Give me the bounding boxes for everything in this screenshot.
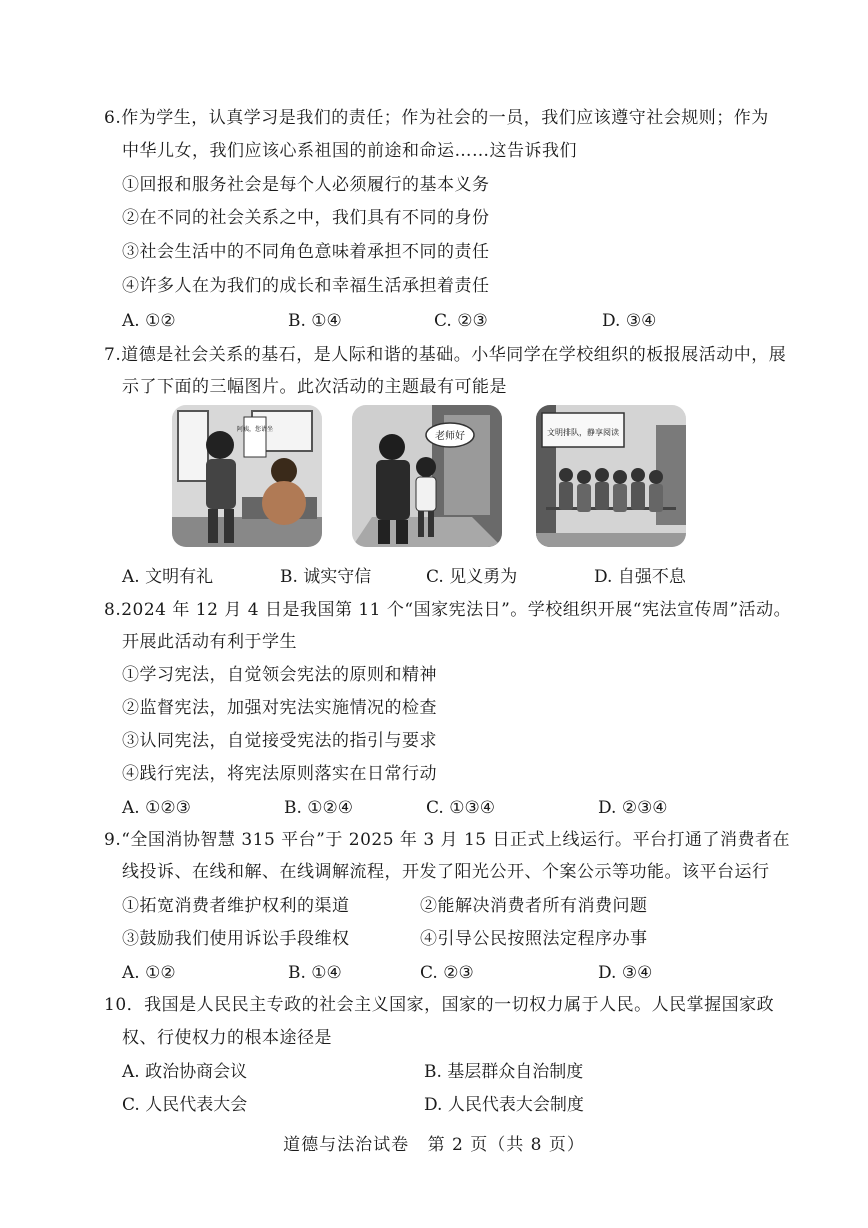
q10-option-b: B. 基层群众自治制度 (424, 1062, 584, 1082)
q6-item-3: ③社会生活中的不同角色意味着承担不同的责任 (122, 242, 490, 262)
q6-item-1: ①回报和服务社会是每个人必须履行的基本义务 (122, 175, 490, 195)
q6-item-4: ④许多人在为我们的成长和幸福生活承担着责任 (122, 276, 490, 296)
q8-option-c: C. ①③④ (426, 798, 495, 818)
q9-item-2: ②能解决消费者所有消费问题 (420, 896, 648, 916)
q10-option-c: C. 人民代表大会 (122, 1095, 248, 1115)
q10-options-row1 (122, 1062, 742, 1082)
q6-item-2: ②在不同的社会关系之中，我们具有不同的身份 (122, 208, 490, 228)
q8-stem-line1: 8.2024 年 12 月 4 日是我国第 11 个“国家宪法日”。学校组织开展“宪法宣传周”活动。 (104, 600, 792, 620)
q6-option-a: A. ①② (122, 311, 176, 331)
q7-picture-greet-teacher (352, 405, 502, 547)
q9-item-1: ①拓宽消费者维护权利的渠道 (122, 896, 350, 916)
q9-options (122, 963, 742, 983)
q7-picture3-sign-text: 文明排队，静享阅读 (547, 428, 619, 437)
q7-picture-bus-seat (172, 405, 322, 547)
q9-item-4: ④引导公民按照法定程序办事 (420, 929, 648, 949)
q7-option-c: C. 见义勇为 (426, 567, 518, 587)
q7-options (122, 567, 742, 587)
q8-option-d: D. ②③④ (598, 798, 668, 818)
footer-page-number: 第 2 页（共 8 页） (427, 1135, 585, 1155)
q6-option-b: B. ①④ (288, 311, 342, 331)
q10-option-d: D. 人民代表大会制度 (424, 1095, 584, 1115)
q7-picture-library-queue (536, 405, 686, 547)
q8-item-4: ④践行宪法，将宪法原则落实在日常行动 (122, 764, 437, 784)
q7-stem-line1: 7.道德是社会关系的基石，是人际和谐的基础。小华同学在学校组织的板报展活动中，展 (104, 345, 787, 365)
q8-item-1: ①学习宪法，自觉领会宪法的原则和精神 (122, 665, 437, 685)
q6-options (122, 311, 742, 331)
q7-option-b: B. 诚实守信 (280, 567, 372, 587)
q6-stem-line1: 6.作为学生，认真学习是我们的责任；作为社会的一员，我们应该遵守社会规则；作为 (104, 108, 769, 128)
q7-option-a: A. 文明有礼 (122, 567, 214, 587)
q8-option-a: A. ①②③ (122, 798, 191, 818)
q8-item-3: ③认同宪法，自觉接受宪法的指引与要求 (122, 731, 437, 751)
q7-stem-line2: 示了下面的三幅图片。此次活动的主题最有可能是 (122, 377, 507, 397)
q10-option-a: A. 政治协商会议 (122, 1062, 248, 1082)
q9-stem-line2: 线投诉、在线和解、在线调解流程，开发了阳光公开、个案公示等功能。该平台运行 (122, 862, 770, 882)
q7-picture1-sign-text: 阿姨，您请坐 (236, 426, 274, 433)
q8-options (122, 798, 742, 818)
q6-option-c: C. ②③ (434, 311, 488, 331)
q7-picture2-bubble-text: 老师好 (435, 431, 465, 442)
q10-stem-line1: 10．我国是人民民主专政的社会主义国家，国家的一切权力属于人民。人民掌握国家政 (104, 995, 775, 1015)
q8-stem-line2: 开展此活动有利于学生 (122, 632, 297, 652)
q10-stem-line2: 权、行使权力的根本途径是 (122, 1028, 332, 1048)
q7-option-d: D. 自强不息 (594, 567, 686, 587)
q6-option-d: D. ③④ (602, 311, 657, 331)
q6-stem-line2: 中华儿女，我们应该心系祖国的前途和命运……这告诉我们 (122, 141, 577, 161)
page-footer (0, 1130, 868, 1155)
q9-option-d: D. ③④ (598, 963, 653, 983)
q8-option-b: B. ①②④ (284, 798, 354, 818)
q9-option-b: B. ①④ (288, 963, 342, 983)
q9-option-c: C. ②③ (420, 963, 474, 983)
q7-pictures (172, 405, 692, 551)
q9-option-a: A. ①② (122, 963, 176, 983)
footer-subject: 道德与法治试卷 (283, 1135, 410, 1155)
q9-item-3: ③鼓励我们使用诉讼手段维权 (122, 929, 350, 949)
q10-options-row2 (122, 1095, 742, 1115)
q9-stem-line1: 9.“全国消协智慧 315 平台”于 2025 年 3 月 15 日正式上线运行。平台打通了消费者在 (104, 830, 790, 850)
q8-item-2: ②监督宪法，加强对宪法实施情况的检查 (122, 698, 437, 718)
